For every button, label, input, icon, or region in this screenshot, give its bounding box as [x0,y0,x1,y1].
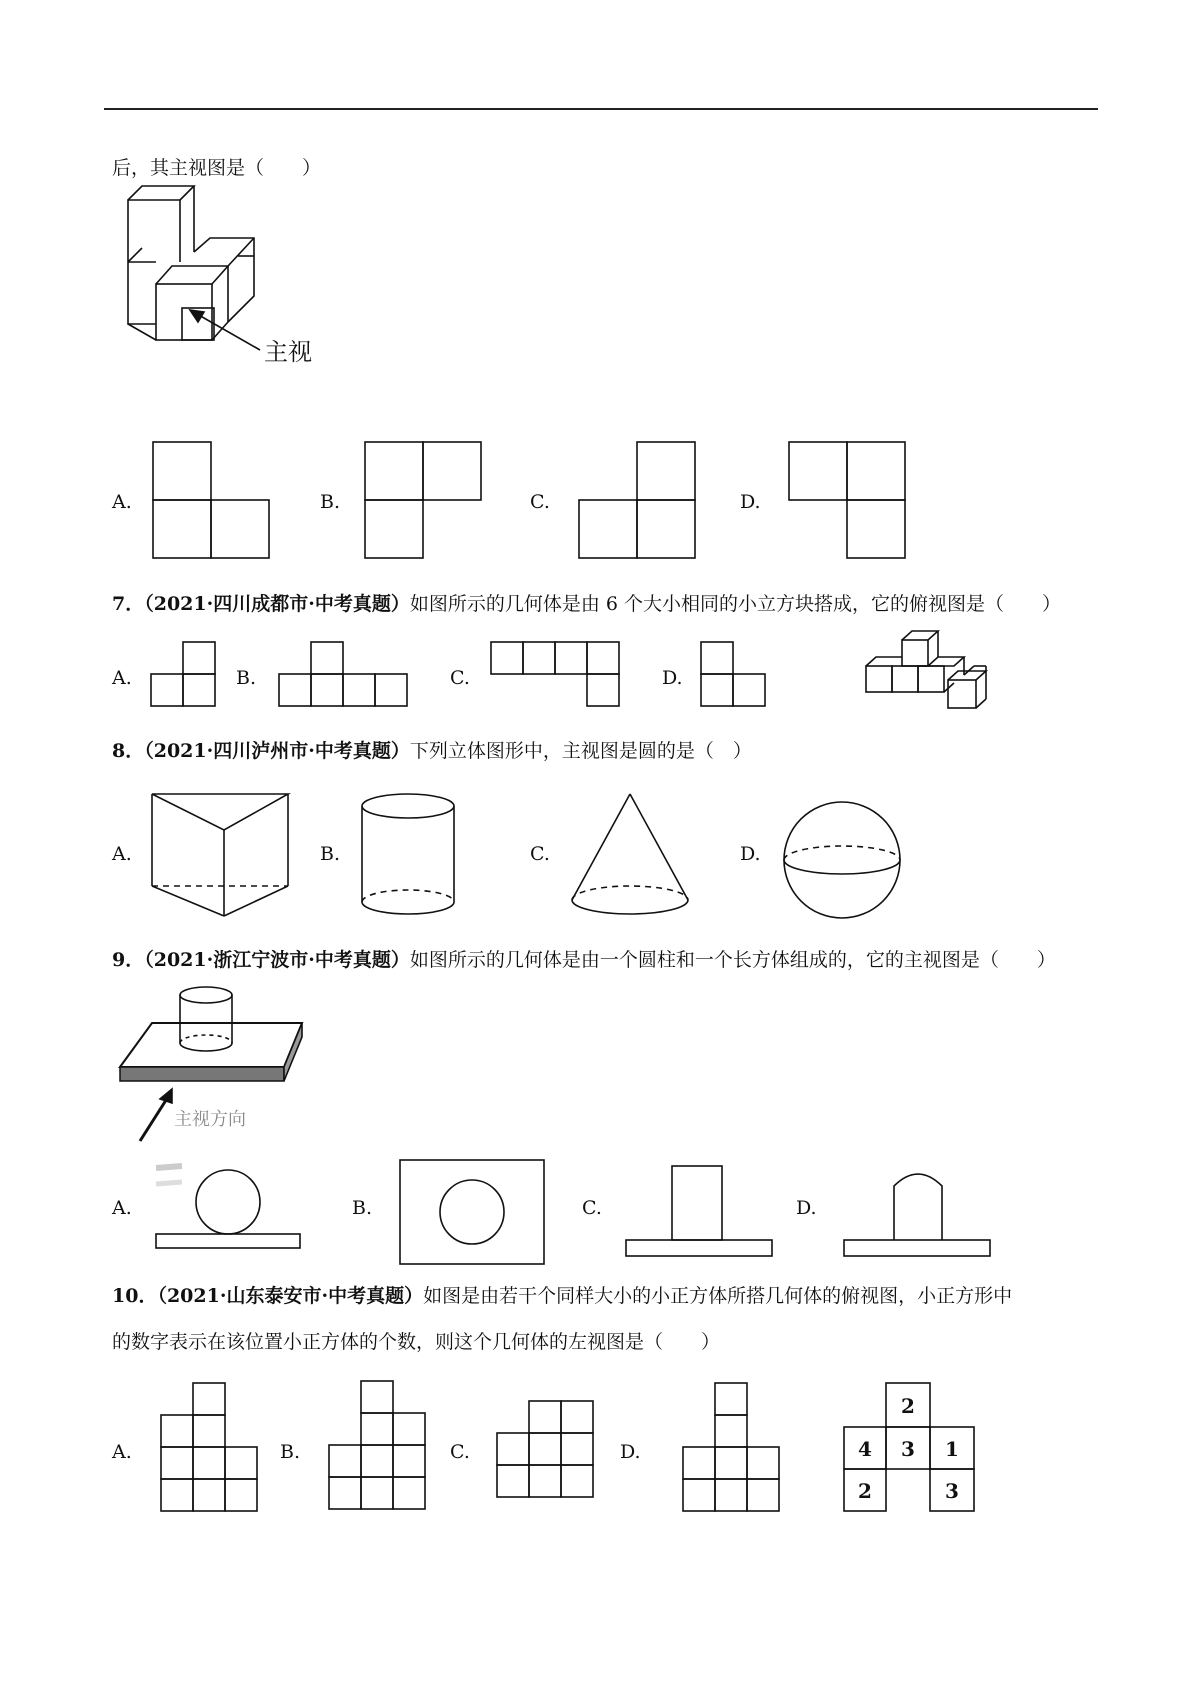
q8-source: （2021·四川泸州市·中考真题） [144,740,410,762]
q6-option-b-figure [364,441,484,561]
q9-option-b[interactable]: B. [352,1197,373,1219]
q9-line [112,948,1056,972]
q10-option-b[interactable]: B. [280,1441,301,1463]
grid-number: 1 [945,1437,959,1461]
q8-option-a[interactable]: A. [112,843,132,865]
q7-option-a-figure [150,641,220,711]
q10-option-b-figure [328,1380,438,1520]
q9-number: 9． [112,949,145,971]
q9-option-c-figure [624,1164,784,1264]
q9-source: （2021·浙江宁波市·中考真题） [144,949,410,971]
q8-option-c[interactable]: C. [530,843,550,865]
q6-option-c[interactable]: C. [530,491,550,513]
q10-number: 10． [112,1285,158,1307]
q9-stem: 如图所示的几何体是由一个圆柱和一个长方体组成的，它的主视图是（ ） [409,949,1056,971]
grid-number: 3 [945,1479,959,1503]
q8-option-b[interactable]: B. [320,843,341,865]
q10-source: （2021·山东泰安市·中考真题） [157,1285,424,1307]
q6-figure-label: 主视 [264,338,312,366]
q6-option-a-figure [152,441,272,561]
q8-option-b-cylinder [358,792,468,922]
q8-option-d[interactable]: D. [740,843,761,865]
q7-line [112,592,1061,616]
q8-stem: 下列立体图形中，主视图是圆的是（ ） [409,740,752,762]
q9-option-d[interactable]: D. [796,1197,817,1219]
header-rule [104,108,1098,110]
q8-option-c-cone [566,792,696,922]
grid-number: 2 [858,1479,872,1503]
q10-top-view-grid [842,1381,982,1521]
q10-stem-line-1: 如图是由若干个同样大小的小正方体所搭几何体的俯视图，小正方形中 [423,1285,1013,1307]
q6-option-d[interactable]: D. [740,491,761,513]
grid-number: 4 [858,1437,872,1461]
q9-figure-label: 主视方向 [174,1109,246,1130]
grid-number: 3 [901,1437,915,1461]
q8-option-a-prism [148,790,298,920]
q8-line [112,739,752,763]
q10-stem-line-2: 的数字表示在该位置小正方体的个数，则这个几何体的左视图是（ ） [112,1331,721,1353]
q8-option-d-sphere [782,800,912,930]
q6-cube-figure [120,200,360,400]
q7-option-c[interactable]: C. [450,667,470,689]
q10-line-1 [112,1284,1012,1308]
q8-number: 8． [112,740,145,762]
q7-option-a[interactable]: A. [112,667,132,689]
q9-option-c[interactable]: C. [582,1197,602,1219]
q6-option-c-figure [578,441,698,561]
q7-option-d[interactable]: D. [662,667,683,689]
q7-source: （2021·四川成都市·中考真题） [144,593,410,615]
q7-option-b-figure [278,641,418,711]
q10-option-c[interactable]: C. [450,1441,470,1463]
q9-option-b-figure [398,1158,548,1268]
q10-option-d[interactable]: D. [620,1441,641,1463]
q6-option-b[interactable]: B. [320,491,341,513]
q6-stem-tail: 后，其主视图是（ ） [112,157,322,179]
q7-option-c-figure [490,641,630,711]
q9-option-a[interactable]: A. [112,1197,132,1219]
q10-option-a[interactable]: A. [112,1441,132,1463]
q6-option-d-figure [788,441,908,561]
q7-stem: 如图所示的几何体是由 6 个大小相同的小立方块搭成，它的俯视图是（ ） [409,593,1062,615]
q7-option-d-figure [700,641,770,711]
q9-option-d-figure [842,1160,1002,1260]
q7-cube-figure [864,630,1004,720]
q7-option-b[interactable]: B. [236,667,257,689]
q9-figure [118,985,318,1145]
q10-option-c-figure [496,1400,606,1510]
q10-option-d-figure [682,1382,792,1522]
q9-option-a-figure [152,1158,312,1248]
q10-option-a-figure [160,1382,270,1522]
grid-number: 2 [901,1394,915,1418]
q7-number: 7． [112,593,145,615]
q6-option-a[interactable]: A. [112,491,132,513]
